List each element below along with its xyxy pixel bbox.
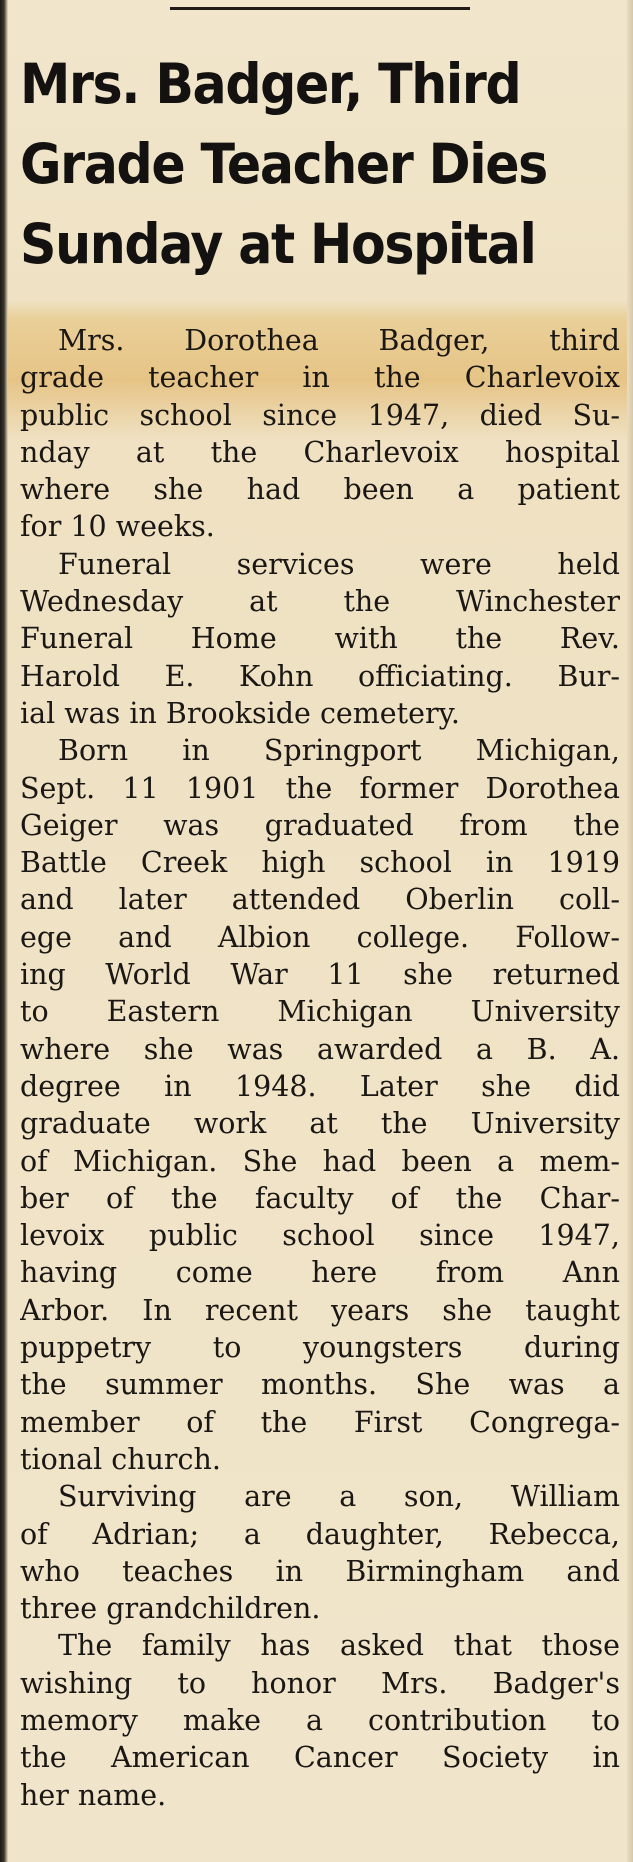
article-line: Funeral Home with the Rev. [20, 622, 620, 656]
article-line: and later attended Oberlin coll- [20, 883, 620, 917]
article-line: Wednesday at the Winchester [20, 585, 620, 619]
article-line: ing World War 11 she returned [20, 958, 620, 992]
article-line: having come here from Ann [20, 1256, 620, 1290]
article-line: ber of the faculty of the Char- [20, 1181, 620, 1215]
headline-line: Grade Teacher Dies [20, 132, 547, 196]
article-line: Geiger was graduated from the [20, 808, 620, 842]
article-line: her name. [20, 1778, 167, 1812]
article-line: for 10 weeks. [20, 510, 215, 544]
headline-line: Mrs. Badger, Third [20, 52, 521, 116]
article-line: of Adrian; a daughter, Rebecca, [20, 1517, 620, 1551]
article-line: member of the First Congrega- [20, 1405, 620, 1439]
article-line: the summer months. She was a [20, 1368, 620, 1402]
article-line: tional church. [20, 1442, 221, 1476]
article-line: ial was in Brookside cemetery. [20, 696, 460, 730]
headline [20, 44, 572, 284]
article-line: Arbor. In recent years she taught [20, 1293, 620, 1327]
article-line: who teaches in Birmingham and [20, 1554, 620, 1588]
article-line: of Michigan. She had been a mem- [20, 1144, 620, 1178]
article-line: wishing to honor Mrs. Badger's [20, 1666, 620, 1700]
article-line: public school since 1947, died Su- [20, 398, 620, 432]
article-line: memory make a contribution to [20, 1703, 620, 1737]
column-top-rule [170, 7, 470, 10]
article-line: ege and Albion college. Follow- [20, 920, 620, 954]
article-line: three grandchildren. [20, 1592, 321, 1626]
article-line: where she was awarded a B. A. [20, 1032, 620, 1066]
article-line: the American Cancer Society in [20, 1741, 620, 1775]
article-line: puppetry to youngsters during [20, 1331, 620, 1365]
article-line: where she had been a patient [20, 473, 620, 507]
clipping-right-edge [627, 0, 633, 1862]
article-line: grade teacher in the Charlevoix [20, 361, 620, 395]
article-line: The family has asked that those [58, 1629, 620, 1663]
article-line: degree in 1948. Later she did [20, 1069, 620, 1103]
article-line: Battle Creek high school in 1919 [20, 846, 620, 880]
article-line: nday at the Charlevoix hospital [20, 435, 620, 469]
article-line: Harold E. Kohn officiating. Bur- [20, 659, 620, 693]
article-body [20, 322, 620, 1814]
article-line: Surviving are a son, William [58, 1480, 620, 1514]
clipping-left-edge [0, 0, 8, 1862]
article-line: to Eastern Michigan University [20, 995, 620, 1029]
article-line: levoix public school since 1947, [20, 1219, 620, 1253]
headline-line: Sunday at Hospital [20, 212, 536, 276]
article-line: graduate work at the University [20, 1107, 620, 1141]
article-line: Funeral services were held [58, 547, 620, 581]
article-line: Sept. 11 1901 the former Dorothea [20, 771, 620, 805]
article-line: Mrs. Dorothea Badger, third [58, 324, 620, 357]
article-line: Born in Springport Michigan, [58, 734, 620, 768]
